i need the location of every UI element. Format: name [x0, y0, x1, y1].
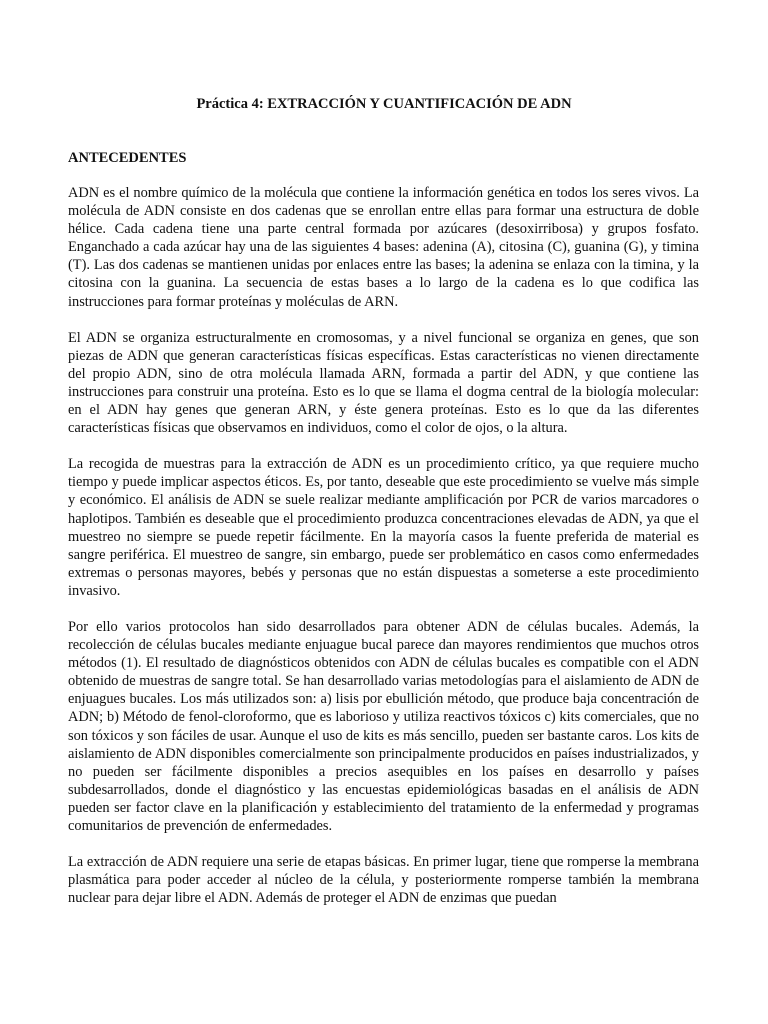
- section-heading: ANTECEDENTES: [68, 150, 187, 166]
- paragraph-1: ADN es el nombre químico de la molécula que contiene la información genética en todos los seres vivos. La molécula de ADN consiste en dos cadenas que se enrollan entre ellas para formar una estructura de doble hélice. Cada cadena tiene una parte central formada por azúcares (desoxirribosa) y grupos fosfato. Enganchado a cada azúcar hay una de las siguientes 4 bases: adenina (A), citosina (C), guanina (G), y timina (T). Las dos cadenas se mantienen unidas por enlaces entre las bases; la adenina se enlaza con la timina, y la citosina con la guanina. La secuencia de estas bases a lo largo de la cadena es lo que codifica las instrucciones para formar proteínas y moléculas de ARN.: [68, 185, 699, 310]
- paragraph-5: La extracción de ADN requiere una serie de etapas básicas. En primer lugar, tiene que romperse la membrana plasmática para poder acceder al núcleo de la célula, y posteriormente romperse también la membrana nuclear para dejar libre el ADN. Además de proteger el ADN de enzimas que puedan: [68, 854, 699, 907]
- paragraph-2: El ADN se organiza estructuralmente en cromosomas, y a nivel funcional se organiza en genes, que son piezas de ADN que generan características físicas específicas. Estas características no vienen directamente del propio ADN, sino de otra molécula llamada ARN, formada a partir del ADN, y que contiene las instrucciones para construir una proteína. Esto es lo que se llama el dogma central de la biología molecular: en el ADN hay genes que generan ARN, y éste genera proteínas. Esto es lo que da las diferentes características físicas que observamos en individuos, como el color de ojos, o la altura.: [68, 329, 699, 437]
- paragraph-4: Por ello varios protocolos han sido desarrollados para obtener ADN de células bucales. Además, la recolección de células bucales mediante enjuague bucal parece dan mayores rendimientos que muchos otros métodos (1). El resultado de diagnósticos obtenidos con ADN de células bucales es compatible con el ADN obtenido de muestras de sangre total. Se han desarrollado varias metodologías para el aislamiento de ADN de enjuagues bucales. Los más utilizados son: a) lisis por ebullición método, que produce baja concentración de ADN; b) Método de fenol-cloroformo, que es laborioso y utiliza reactivos tóxicos c) kits comerciales, que no son tóxicos y son fáciles de usar. Aunque el uso de kits es más sencillo, pueden ser bastante caros. Los kits de aislamiento de ADN disponibles comercialmente son principalmente producidos en países industrializados, y no pueden ser fácilmente disponibles a precios asequibles en los países en desarrollo y países subdesarrollados, donde el diagnóstico y las encuestas epidemiológicas basadas en el análisis de ADN pueden ser factor clave en la planificación y establecimiento del tratamiento de la enfermedad y programas comunitarios de prevención de enfermedades.: [68, 618, 699, 834]
- paragraph-3: La recogida de muestras para la extracción de ADN es un procedimiento crítico, ya que requiere mucho tiempo y puede implicar aspectos éticos. Es, por tanto, deseable que este procedimiento se vuelve más simple y económico. El análisis de ADN se suele realizar mediante amplificación por PCR de varios marcadores o haplotipos. También es deseable que el procedimiento produzca concentraciones elevadas de ADN, ya que el muestreo no siempre se puede repetir fácilmente. En la mayoría casos la fuente preferida de material es sangre periférica. El muestreo de sangre, sin embargo, puede ser problemático en casos como enfermedades extremas o personas mayores, bebés y personas que no están dispuestas a someterse a este procedimiento invasivo.: [68, 456, 699, 599]
- body-text: [68, 184, 699, 925]
- document-title: Práctica 4: EXTRACCIÓN Y CUANTIFICACIÓN DE ADN: [196, 96, 572, 112]
